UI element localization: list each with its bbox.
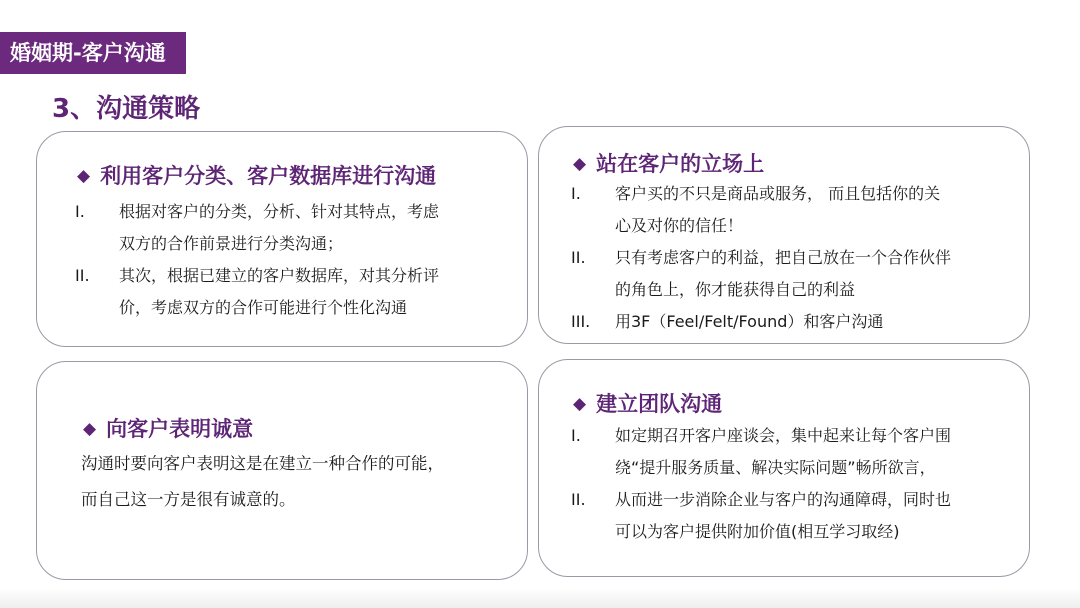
strategy-card-team-communication — [538, 359, 1030, 577]
list-item: I. 如定期召开客户座谈会，集中起来让每个客户围 绕“提升服务质量、解决实际问题”畅所欲言， — [571, 426, 952, 477]
strategy-card-customer-classification — [36, 131, 528, 347]
bottom-shadow — [0, 588, 1080, 608]
diamond-bullet-icon: ◆ — [77, 166, 91, 186]
list-item: II. 只有考虑客户的利益，把自己放在一个合作伙伴 的角色上，你才能获得自己的利益 — [571, 248, 952, 299]
list-item: III. 用3F（Feel/Felt/Found）和客户沟通 — [571, 312, 884, 331]
strategy-card-sincerity — [36, 361, 528, 580]
section-title: 3、沟通策略 — [52, 94, 201, 124]
card-title: ◆ 建立团队沟通 — [573, 392, 723, 416]
list-item: I. 客户买的不只是商品或服务， 而且包括你的关 心及对你的信任！ — [571, 184, 941, 235]
diamond-bullet-icon: ◆ — [83, 419, 97, 439]
list-item: I. 根据对客户的分类，分析、针对其特点，考虑 双方的合作前景进行分类沟通； — [75, 202, 440, 253]
card-title: ◆ 向客户表明诚意 — [83, 417, 254, 441]
diamond-bullet-icon: ◆ — [573, 154, 587, 174]
card-title: ◆ 利用客户分类、客户数据库进行沟通 — [77, 164, 437, 188]
list-item: II. 其次，根据已建立的客户数据库，对其分析评 价，考虑双方的合作可能进行个性化沟通 — [75, 266, 440, 317]
card-title: ◆ 站在客户的立场上 — [573, 152, 765, 176]
header-tag: 婚姻期-客户沟通 — [0, 32, 186, 74]
strategy-card-customer-perspective — [538, 126, 1030, 344]
list-item: II. 从而进一步消除企业与客户的沟通障碍，同时也 可以为客户提供附加价值(相互学习取经) — [571, 490, 952, 541]
card-paragraph: 沟通时要向客户表明这是在建立一种合作的可能， 而自己这一方是很有诚意的。 — [81, 454, 444, 509]
diamond-bullet-icon: ◆ — [573, 394, 587, 414]
